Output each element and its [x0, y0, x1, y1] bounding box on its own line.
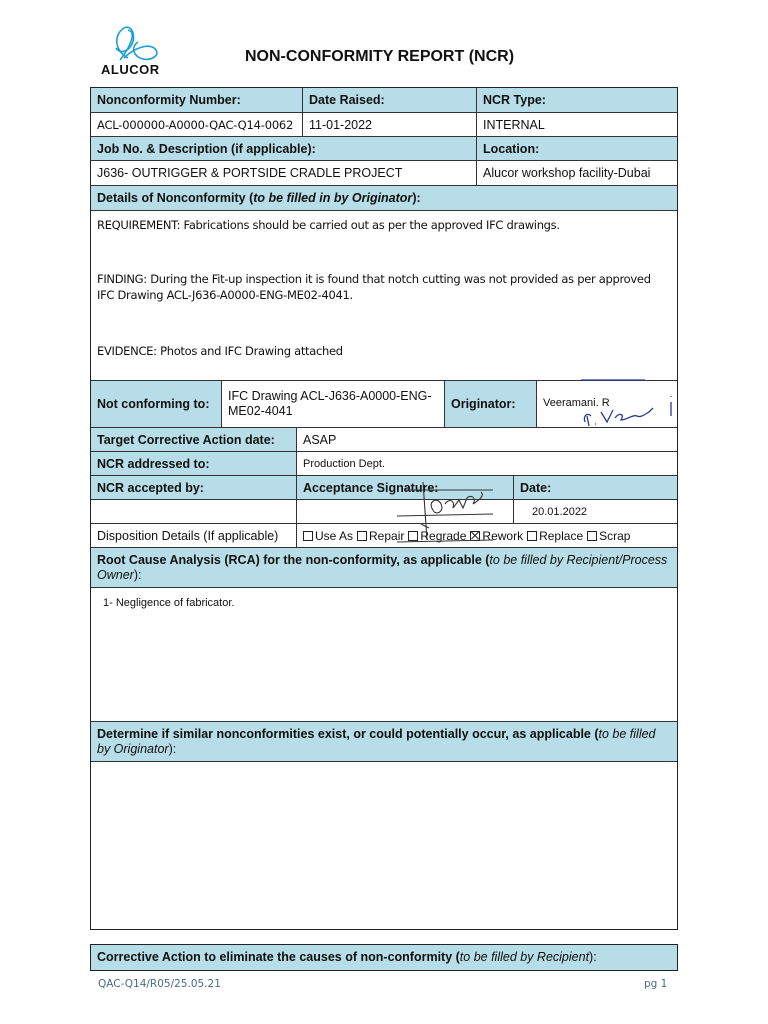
disposition-row — [91, 524, 677, 548]
corrective-header-text — [97, 950, 597, 964]
option-scrap[interactable]: Scrap — [587, 529, 630, 543]
not-conforming-value: IFC Drawing ACL-J636-A0000-ENG-ME02-4041 — [222, 381, 445, 427]
ids-value-row — [91, 113, 677, 137]
checkbox-replace[interactable] — [527, 531, 537, 541]
rca-header-main: Root Cause Analysis (RCA) for the non-conformity, as applicable ( — [97, 553, 490, 567]
option-replace[interactable]: Replace — [527, 529, 583, 543]
rca-header-row — [91, 548, 677, 588]
addressed-label: NCR addressed to: — [91, 452, 297, 475]
signature-value — [297, 500, 514, 523]
checkbox-scrap[interactable] — [587, 531, 597, 541]
target-date-row — [91, 428, 677, 452]
date-value: 20.01.2022 — [532, 505, 588, 518]
details-header-end: ): — [412, 191, 421, 205]
location-value: Alucor workshop facility-Dubai — [483, 166, 651, 180]
originator-label: Originator: — [445, 381, 537, 427]
date-raised-value: 11-01-2022 — [303, 113, 477, 136]
document-reference: QAC-Q14/R05/25.05.21 — [98, 978, 221, 990]
acceptance-header-row — [91, 476, 677, 500]
corrective-header-end: ): — [589, 950, 597, 964]
accepted-by-value — [91, 500, 297, 523]
finding-text: FINDING: During the Fit-up inspection it is found that notch cutting was not provided as per approved IFC Drawing ACL-J636-A0000-ENG-ME02-4041. — [97, 272, 651, 302]
details-header — [91, 186, 677, 210]
checkbox-repair[interactable] — [357, 531, 367, 541]
similar-header-end: ): — [168, 742, 177, 756]
signature-label: Acceptance Signature: — [297, 476, 514, 499]
acceptance-value-row — [91, 500, 677, 524]
originator-value: Veeramani. R — [543, 397, 610, 409]
option-use-as[interactable]: Use As — [303, 529, 353, 543]
conformity-row — [91, 381, 677, 428]
document-title: NON-CONFORMITY REPORT (NCR) — [245, 48, 515, 65]
rca-content: 1- Negligence of fabricator. — [103, 597, 235, 609]
ncr-type-value: INTERNAL — [483, 117, 545, 132]
rca-header — [91, 548, 677, 587]
checkbox-use-as[interactable] — [303, 531, 313, 541]
location-label: Location: — [483, 141, 540, 156]
corrective-header-main: Corrective Action to eliminate the causes of non-conformity ( — [97, 950, 460, 964]
job-header-row — [91, 137, 677, 161]
corrective-header-italic: to be filled by Recipient — [459, 950, 590, 964]
job-label: Job No. & Description (if applicable): — [91, 137, 477, 160]
addressed-row — [91, 452, 677, 476]
addressed-value: Production Dept. — [303, 457, 385, 470]
not-conforming-label: Not conforming to: — [91, 381, 222, 427]
page-number: pg 1 — [644, 978, 668, 990]
rca-header-end: ): — [133, 568, 142, 582]
requirement-text: REQUIREMENT: Fabrications should be carried out as per the approved IFC drawings. — [97, 218, 560, 232]
logo-text: ALUCOR — [101, 62, 160, 77]
similar-header — [91, 722, 677, 761]
details-body — [91, 211, 677, 381]
ids-header-row — [91, 88, 677, 113]
details-header-row — [91, 186, 677, 211]
job-value-row — [91, 161, 677, 186]
target-date-label: Target Corrective Action date: — [91, 428, 297, 451]
accepted-by-label: NCR accepted by: — [91, 476, 297, 499]
evidence-text: EVIDENCE: Photos and IFC Drawing attached — [97, 344, 343, 358]
checkbox-rework[interactable] — [470, 531, 480, 541]
disposition-label: Disposition Details (If applicable) — [91, 524, 297, 547]
ncr-type-label: NCR Type: — [483, 93, 546, 107]
option-rework[interactable]: Rework — [470, 529, 523, 543]
date-raised-label: Date Raised: — [303, 88, 477, 112]
nc-number-value: ACL-000000-A0000-QAC-Q14-0062 — [91, 113, 303, 136]
corrective-action-header — [90, 944, 678, 971]
rca-body — [91, 588, 677, 722]
similar-body — [91, 762, 677, 929]
ncr-form — [90, 87, 678, 930]
similar-header-italic: to be filled by Originator — [97, 727, 656, 756]
option-repair[interactable]: Repair — [357, 529, 404, 543]
option-regrade[interactable]: Regrade — [408, 529, 466, 543]
similar-header-row — [91, 722, 677, 762]
target-date-value: ASAP — [303, 432, 337, 447]
similar-header-main: Determine if similar nonconformities exist, or could potentially occur, as applicable ( — [97, 727, 599, 741]
disposition-options — [297, 524, 677, 547]
date-label: Date: — [520, 480, 552, 495]
details-header-italic: to be filled in by Originator — [253, 191, 413, 205]
details-header-main: Details of Nonconformity ( — [97, 191, 254, 205]
rca-header-italic: to be filled by Recipient/Process Owner — [97, 553, 668, 582]
job-value: J636- OUTRIGGER & PORTSIDE CRADLE PROJECT — [91, 161, 477, 185]
checkbox-regrade[interactable] — [408, 531, 418, 541]
nc-number-label: Nonconformity Number: — [91, 88, 303, 112]
